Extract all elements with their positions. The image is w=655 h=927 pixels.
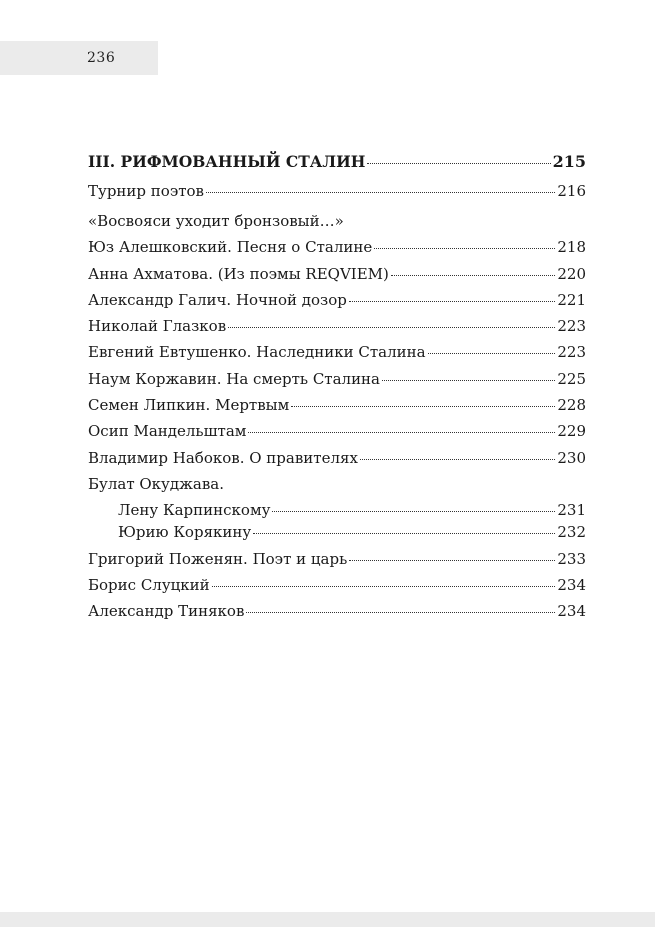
dot-leader <box>246 612 555 613</box>
toc-entry-page: 220 <box>557 264 586 283</box>
toc-entry[interactable] <box>88 343 586 369</box>
page-number-tab <box>0 41 158 75</box>
toc-entry-title: Булат Окуджава. <box>88 474 225 493</box>
toc-entry-page: 223 <box>557 343 586 362</box>
dot-leader <box>253 533 555 534</box>
toc-entry[interactable] <box>88 317 586 343</box>
dot-leader <box>374 248 555 249</box>
toc-entry-page: 218 <box>557 238 586 257</box>
toc-entry-page: 223 <box>557 317 586 336</box>
toc-entry[interactable] <box>88 449 586 475</box>
toc-entry[interactable] <box>88 550 586 576</box>
toc-entry-page: 233 <box>557 549 586 568</box>
toc-entry-page: 216 <box>557 182 586 200</box>
dot-leader <box>228 327 555 328</box>
toc-entry[interactable] <box>88 576 586 602</box>
dot-leader <box>206 192 555 193</box>
page-number: 236 <box>87 50 116 66</box>
toc-entry-title: Наум Коржавин. На смерть Сталина <box>88 369 381 388</box>
toc-entry-title: Юрию Корякину <box>118 522 252 541</box>
dot-leader <box>291 406 555 407</box>
dot-leader <box>272 511 555 512</box>
toc-entry-title: Александр Тиняков <box>88 602 245 621</box>
toc-entry[interactable] <box>88 238 586 264</box>
dot-leader <box>367 163 550 164</box>
dot-leader <box>349 301 556 302</box>
toc-entry-page: 229 <box>557 422 586 441</box>
toc-entry-page: 221 <box>557 290 586 309</box>
toc-entry-page: 234 <box>557 602 586 621</box>
toc-entry-page: 232 <box>557 522 586 541</box>
toc-entry-title: «Восвояси уходит бронзовый…» <box>88 212 344 230</box>
toc-subentry[interactable] <box>88 501 586 523</box>
toc-entry[interactable] <box>88 370 586 396</box>
toc-entry[interactable] <box>88 422 586 448</box>
toc-entry[interactable] <box>88 265 586 291</box>
toc-entry-page: 234 <box>557 576 586 595</box>
toc-entry-page: 228 <box>557 396 586 415</box>
toc-entry-title: Турнир поэтов <box>88 182 205 200</box>
table-of-contents <box>88 152 586 629</box>
toc-entry[interactable] <box>88 182 586 212</box>
dot-leader <box>428 353 556 354</box>
toc-entry <box>88 212 586 238</box>
toc-entry-title: Александр Галич. Ночной дозор <box>88 290 347 309</box>
toc-entry-title: Николай Глазков <box>88 317 227 336</box>
toc-entry-title: Лену Карпинскому <box>118 501 271 520</box>
toc-entry-title: Юз Алешковский. Песня о Сталине <box>88 238 373 257</box>
toc-subentry[interactable] <box>88 523 586 550</box>
toc-entry[interactable] <box>88 291 586 317</box>
dot-leader <box>391 275 555 276</box>
dot-leader <box>360 459 555 460</box>
toc-entry-title: Григорий Поженян. Поэт и царь <box>88 549 348 568</box>
toc-entry[interactable] <box>88 602 586 628</box>
toc-entry-page: 225 <box>557 369 586 388</box>
toc-entry-page: 231 <box>557 501 586 520</box>
toc-section-page: 215 <box>552 152 586 171</box>
toc-entry-page: 230 <box>557 448 586 467</box>
toc-entry[interactable] <box>88 396 586 422</box>
bottom-bar <box>0 912 655 927</box>
toc-entry-title: Анна Ахматова. (Из поэмы REQVIEM) <box>88 264 389 283</box>
toc-entry-title: Борис Слуцкий <box>88 576 210 595</box>
toc-entry-title: Осип Мандельштам <box>88 422 247 441</box>
toc-entry-title: Семен Липкин. Мертвым <box>88 396 290 415</box>
dot-leader <box>248 432 555 433</box>
toc-entry-title: Владимир Набоков. О правителях <box>88 448 358 467</box>
dot-leader <box>382 380 555 381</box>
toc-entry-title: Евгений Евтушенко. Наследники Сталина <box>88 343 426 362</box>
toc-entry <box>88 475 586 501</box>
toc-section-heading[interactable] <box>88 152 586 182</box>
dot-leader <box>212 586 556 587</box>
toc-section-title: III. РИФМОВАННЫЙ СТАЛИН <box>88 152 366 171</box>
dot-leader <box>349 560 555 561</box>
